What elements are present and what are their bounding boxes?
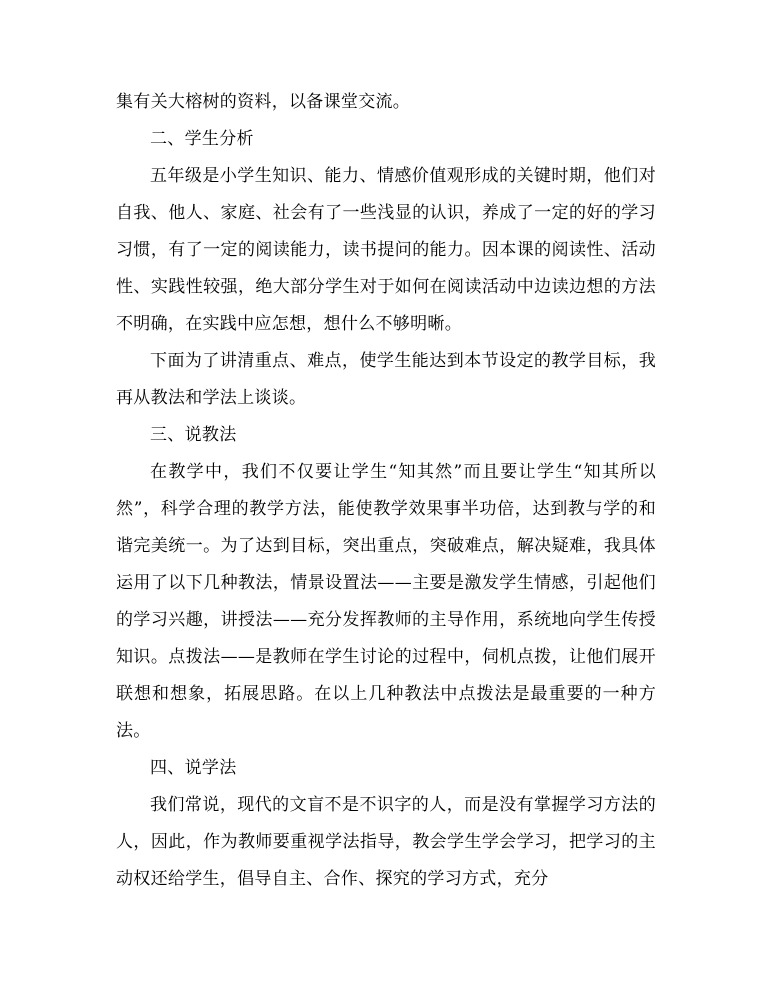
document-body [116,84,656,898]
paragraph-student-analysis-1: 五年级是小学生知识、能力、情感价值观形成的关键时期，他们对自我、他人、家庭、社会有了一些浅显的认识，养成了一定的好的学习习惯，有了一定的阅读能力，读书提问的能力。因本课的阅读性、活动性、实践性较强，绝大部分学生对于如何在阅读活动中边读边想的方法不明确，在实践中应怎想，想什么不够明晰。 [116,166,656,334]
section-heading-student-analysis: 二、学生分析 [150,129,254,149]
section-heading-teaching-methods: 三、说教法 [150,425,237,445]
paragraph-student-analysis-2: 下面为了讲清重点、难点，使学生能达到本节设定的教学目标，我再从教法和学法上谈谈。 [116,351,656,408]
paragraph-learning-methods-1: 我们常说，现代的文盲不是不识字的人，而是没有掌握学习方法的人，因此，作为教师要重视学法指导，教会学生学会学习，把学习的主动权还给学生，倡导自主、合作、探究的学习方式，充分 [116,795,656,889]
section-heading-learning-methods: 四、说学法 [150,758,237,778]
paragraph-teaching-methods-1: 在教学中，我们不仅要让学生“知其然”而且要让学生“知其所以然”，科学合理的教学方法，能使教学效果事半功倍，达到教与学的和谐完美统一。为了达到目标，突出重点，突破难点，解决疑难，我具体运用了以下几种教法，情景设置法——主要是激发学生情感，引起他们的学习兴趣，讲授法——充分发挥教师的主导作用，系统地向学生传授知识。点拨法——是教师在学生讨论的过程中，伺机点拨，让他们展开联想和想象，拓展思路。在以上几种教法中点拨法是最重要的一种方法。 [116,462,656,741]
opening-fragment: 集有关大榕树的资料，以备课堂交流。 [116,92,411,112]
